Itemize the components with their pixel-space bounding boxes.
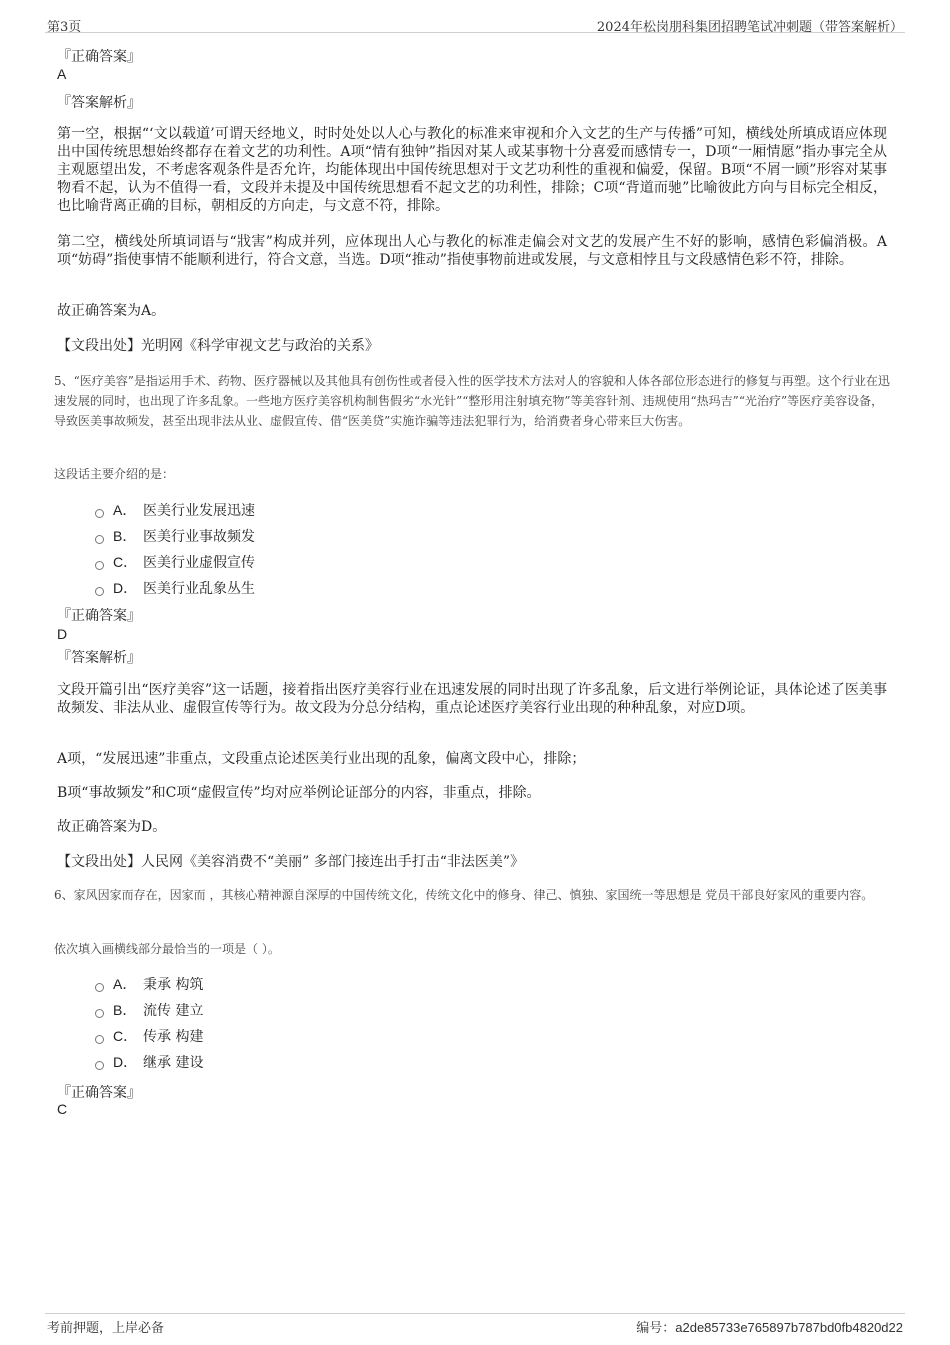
analysis-paragraph: 第二空，横线处所填词语与“戕害”构成并列，应体现出人心与教化的标准走偏会对文艺的发展产生不好的影响，感情色彩偏消极。A项“妨碍”指使事情不能顺利进行，符合文意，当选。D项“推动”指使事物前进或发展，与文意相悖且与文段感情色彩不符，排除。	[57, 234, 887, 268]
page-number: 第3页	[47, 20, 82, 35]
option-b[interactable]: B． 医美行业事故频发	[95, 526, 255, 546]
analysis-label: 『答案解析』	[57, 650, 141, 666]
passage-source: 【文段出处】人民网《美容消费不“美丽” 多部门接连出手打击“非法医美”》	[57, 854, 525, 870]
radio-icon[interactable]	[95, 587, 104, 596]
option-c[interactable]: C． 医美行业虚假宣传	[95, 552, 255, 572]
radio-icon[interactable]	[95, 983, 104, 992]
analysis-conclusion: 故正确答案为A。	[57, 303, 166, 319]
radio-icon[interactable]	[95, 561, 104, 570]
option-b[interactable]: B． 流传 建立	[95, 1000, 203, 1020]
analysis-label: 『答案解析』	[57, 95, 141, 111]
radio-icon[interactable]	[95, 1009, 104, 1018]
page-header	[45, 12, 905, 33]
page-footer	[45, 1313, 905, 1336]
question-stem: 6、家风因家而存在，因家而 ，其核心精神源自深厚的中国传统文化，传统文化中的修身、律己、慎独、家国统一等思想是 党员干部良好家风的重要内容。	[54, 888, 874, 902]
answer-value: C	[57, 1101, 68, 1117]
option-d[interactable]: D． 医美行业乱象丛生	[95, 578, 255, 598]
radio-icon[interactable]	[95, 535, 104, 544]
radio-icon[interactable]	[95, 509, 104, 518]
question-prompt: 这段话主要介绍的是：	[54, 467, 175, 481]
footer-slogan: 考前押题，上岸必备	[47, 1321, 165, 1336]
answer-value: A	[57, 66, 67, 82]
analysis-paragraph: 第一空，根据“‘文以载道’可谓天经地义，时时处处以人心与教化的标准来审视和介入文艺的生产与传播”可知，横线处所填成语应体现出中国传统思想始终都存在着文艺的功利性。A项“情有独钟”指因对某人或某事物十分喜爱而感情专一，D项“一厢情愿”指办事完全从主观愿望出发，不考虑客观条件是否允许，均能体现出中国传统思想对于文艺功利性的重视和偏爱，保留。B项“不屑一顾”形容对某事物看不起，认为不值得一看，文段并未提及中国传统思想看不起文艺的功利性，排除；C项“背道而驰”比喻彼此方向与目标完全相反，也比喻背离正确的目标，朝相反的方向走，与文意不符，排除。	[57, 126, 887, 214]
question-prompt: 依次填入画横线部分最恰当的一项是（ ）。	[54, 942, 280, 956]
question-stem: 5、“医疗美容”是指运用手术、药物、医疗器械以及其他具有创伤性或者侵入性的医学技术方法对人的容貌和人体各部位形态进行的修复与再塑。这个行业在迅速发展的同时，也出现了许多乱象。一些地方医疗美容机构制售假劣“水光针”“整形用注射填充物”等美容针剂、违规使用“热玛吉”“光治疗”等医疗美容设备，导致医美事故频发，甚至出现非法从业、虚假宣传、借“医美贷”实施诈骗等违法犯罪行为，给消费者身心带来巨大伤害。	[54, 374, 890, 428]
code-value: a2de85733e765897b787bd0fb4820d22	[675, 1320, 903, 1335]
document-title: 2024年松岗朋科集团招聘笔试冲刺题（带答案解析）	[596, 20, 903, 35]
code-label: 编号：	[636, 1321, 676, 1336]
option-a[interactable]: A． 秉承 构筑	[95, 974, 203, 994]
radio-icon[interactable]	[95, 1061, 104, 1070]
radio-icon[interactable]	[95, 1035, 104, 1044]
passage-source: 【文段出处】光明网《科学审视文艺与政治的关系》	[57, 338, 379, 354]
document-code	[636, 1317, 903, 1336]
option-d[interactable]: D． 继承 建设	[95, 1052, 203, 1072]
option-c[interactable]: C． 传承 构建	[95, 1026, 203, 1046]
analysis-paragraph: B项“事故频发”和C项“虚假宣传”均对应举例论证部分的内容，非重点，排除。	[57, 785, 541, 801]
answer-label: 『正确答案』	[57, 1085, 141, 1101]
answer-value: D	[57, 626, 68, 642]
analysis-conclusion: 故正确答案为D。	[57, 819, 167, 835]
analysis-paragraph: A项，“发展迅速”非重点，文段重点论述医美行业出现的乱象，偏离文段中心，排除；	[57, 751, 586, 767]
answer-label: 『正确答案』	[57, 49, 141, 65]
analysis-paragraph: 文段开篇引出“医疗美容”这一话题，接着指出医疗美容行业在迅速发展的同时出现了许多乱象，后文进行举例论证，具体论述了医美事故频发、非法从业、虚假宣传等行为。故文段为分总分结构，重点论述医疗美容行业出现的种种乱象，对应D项。	[57, 682, 887, 716]
answer-label: 『正确答案』	[57, 608, 141, 624]
option-a[interactable]: A． 医美行业发展迅速	[95, 500, 255, 520]
